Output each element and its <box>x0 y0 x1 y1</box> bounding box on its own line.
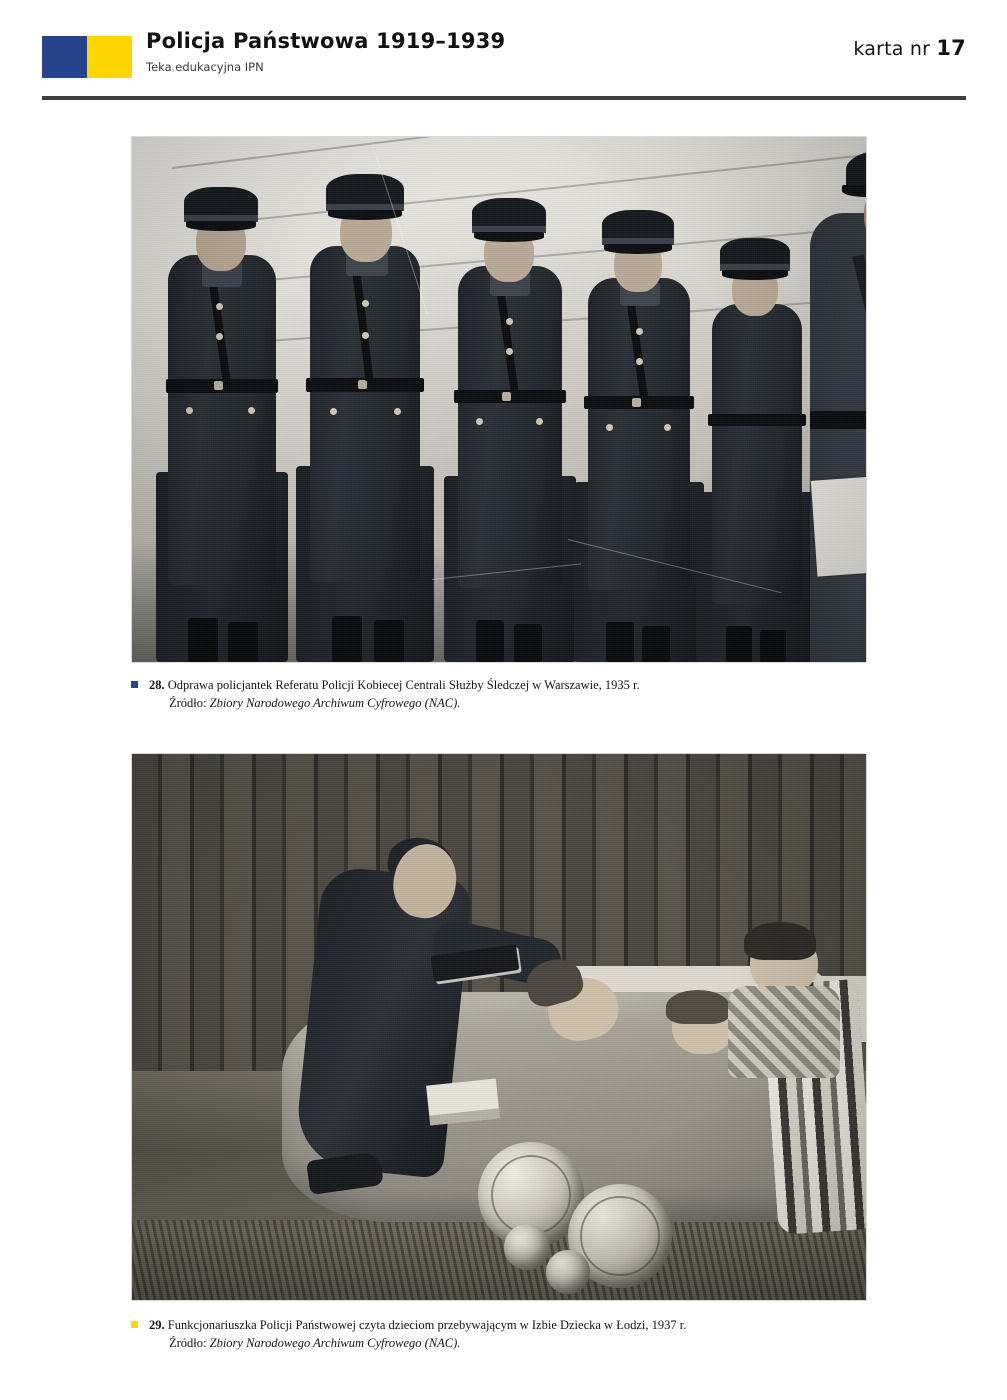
policewoman-figure <box>302 150 428 662</box>
page-subtitle: Teka edukacyjna IPN <box>146 60 264 75</box>
inspecting-officer-figure <box>792 136 867 662</box>
policewoman-figure <box>162 157 282 662</box>
header-divider <box>42 96 966 100</box>
ipn-flag-logo <box>42 36 132 78</box>
child-hair <box>744 922 816 960</box>
figure-28-caption <box>131 676 931 712</box>
flag-blue-block <box>42 36 87 78</box>
card-number-value: 17 <box>936 36 966 60</box>
flag-yellow-block <box>87 36 132 78</box>
source-text: Zbiory Narodowego Archiwum Cyfrowego (NAC). <box>209 696 461 711</box>
figure-number: 28. <box>149 678 165 692</box>
card-number-text: karta nr <box>853 38 931 60</box>
caption-bullet-icon <box>131 1321 138 1328</box>
figure-29-caption <box>131 1316 931 1352</box>
ball-small <box>504 1224 550 1270</box>
figure-number: 29. <box>149 1318 165 1332</box>
child-sweater <box>728 986 840 1078</box>
book-on-ground <box>426 1078 500 1125</box>
source-text: Zbiory Narodowego Archiwum Cyfrowego (NAC). <box>209 1336 461 1351</box>
figure-29 <box>131 753 867 1301</box>
ball-small <box>546 1250 590 1294</box>
page-header <box>42 28 966 88</box>
card-number-label <box>853 36 966 60</box>
policewoman-body <box>293 865 474 1179</box>
caption-text: Funkcjonariuszka Policji Państwowej czyta dzieciom przebywającym w Izbie Dziecka w Łodzi, 1937 r. <box>167 1318 687 1332</box>
document-paper <box>811 473 867 576</box>
policewoman-figure <box>580 170 698 662</box>
caption-text: Odprawa policjantek Referatu Policji Kobiecej Centrali Służby Śledczej w Warszawie, 1935 r. <box>167 678 640 692</box>
policewoman-figure <box>450 162 570 662</box>
child-hair <box>666 990 730 1024</box>
source-label: Źródło: <box>169 1336 210 1351</box>
source-label: Źródło: <box>169 696 210 711</box>
photo-policewomen-briefing <box>131 136 867 663</box>
page-title: Policja Państwowa 1919–1939 <box>146 29 506 53</box>
figure-28 <box>131 136 867 663</box>
photo-policewoman-reading-to-children <box>131 753 867 1301</box>
caption-bullet-icon <box>131 681 138 688</box>
title-block <box>146 28 505 75</box>
